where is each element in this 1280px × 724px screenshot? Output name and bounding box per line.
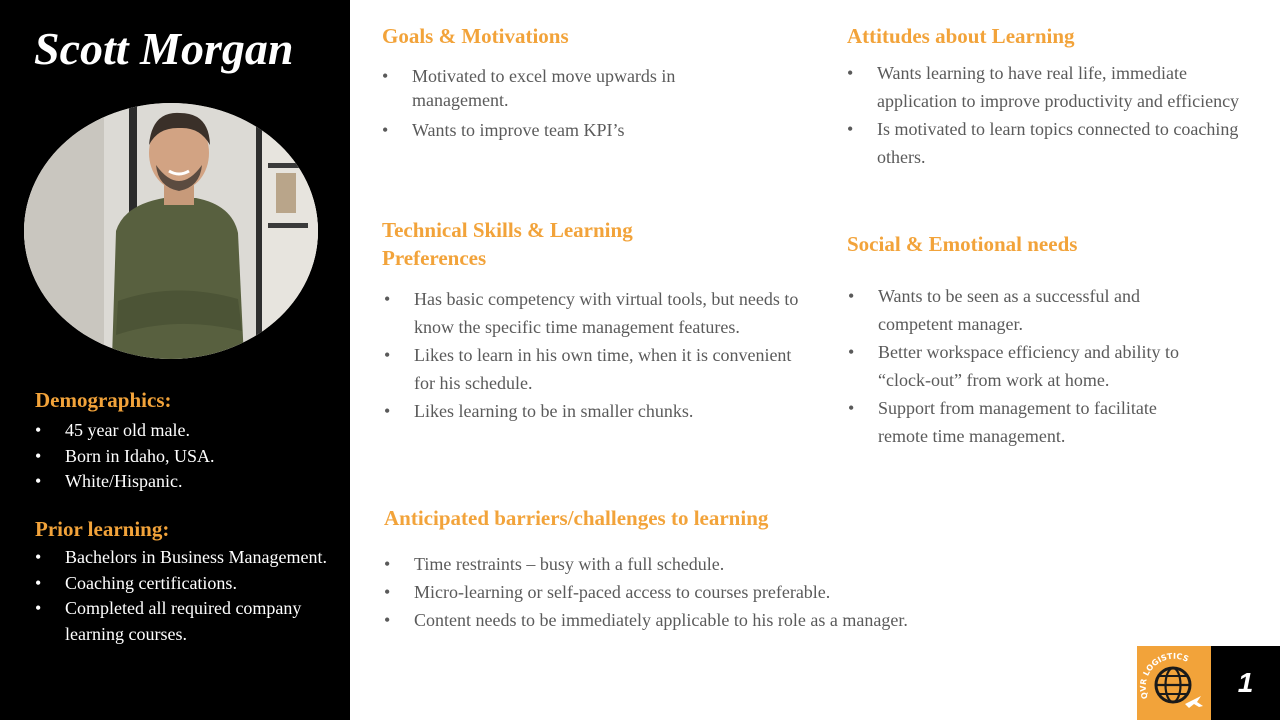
- social-list: [848, 282, 1193, 450]
- list-item: • Content needs to be immediately applicable to his role as a manager.: [384, 606, 1084, 634]
- logo-text: QVR LOGISTICS: [1138, 651, 1190, 701]
- goals-heading: Goals & Motivations: [382, 24, 569, 48]
- persona-name: Scott Morgan: [34, 23, 294, 74]
- list-item: • Completed all required company learning courses.: [35, 596, 335, 647]
- list-item: • Wants learning to have real life, immediate application to improve productivity and efficiency: [847, 59, 1247, 115]
- technical-list: [384, 285, 804, 425]
- list-item: • Is motivated to learn topics connected to coaching others.: [847, 115, 1247, 171]
- demographics-list: [35, 418, 335, 495]
- list-item: • Wants to improve team KPI’s: [382, 118, 752, 142]
- list-item: • White/Hispanic.: [35, 469, 335, 495]
- attitudes-list: [847, 59, 1247, 171]
- demographics-heading: Demographics:: [35, 388, 172, 412]
- goals-list: [382, 64, 752, 142]
- list-item: • Support from management to facilitate remote time management.: [848, 394, 1193, 450]
- barriers-heading: Anticipated barriers/challenges to learning: [384, 506, 769, 530]
- page-number-box: [1211, 646, 1280, 720]
- list-item: • Wants to be seen as a successful and competent manager.: [848, 282, 1193, 338]
- list-item: • 45 year old male.: [35, 418, 335, 444]
- persona-sidebar: [0, 0, 350, 720]
- list-item: • Bachelors in Business Management.: [35, 545, 335, 571]
- list-item: • Born in Idaho, USA.: [35, 444, 335, 470]
- list-item: • Has basic competency with virtual tools, but needs to know the specific time management features.: [384, 285, 804, 341]
- prior-learning-list: [35, 545, 335, 647]
- social-heading: Social & Emotional needs: [847, 232, 1078, 256]
- list-item: • Micro-learning or self-paced access to courses preferable.: [384, 578, 1084, 606]
- list-item: • Likes learning to be in smaller chunks.: [384, 397, 804, 425]
- list-item: • Likes to learn in his own time, when it is convenient for his schedule.: [384, 341, 804, 397]
- list-item: • Motivated to excel move upwards in management.: [382, 64, 752, 112]
- persona-photo: [24, 103, 318, 359]
- list-item: • Better workspace efficiency and ability to “clock-out” from work at home.: [848, 338, 1193, 394]
- technical-heading: Technical Skills & Learning Preferences: [382, 218, 633, 270]
- list-item: • Coaching certifications.: [35, 571, 335, 597]
- list-item: • Time restraints – busy with a full schedule.: [384, 550, 1084, 578]
- barriers-list: [384, 550, 1084, 634]
- prior-learning-heading: Prior learning:: [35, 517, 170, 541]
- globe-logo-icon: [1137, 646, 1211, 720]
- person-illustration: [24, 103, 318, 359]
- page-number: 1: [1237, 667, 1254, 698]
- attitudes-heading: Attitudes about Learning: [847, 24, 1075, 48]
- company-logo: [1137, 646, 1211, 720]
